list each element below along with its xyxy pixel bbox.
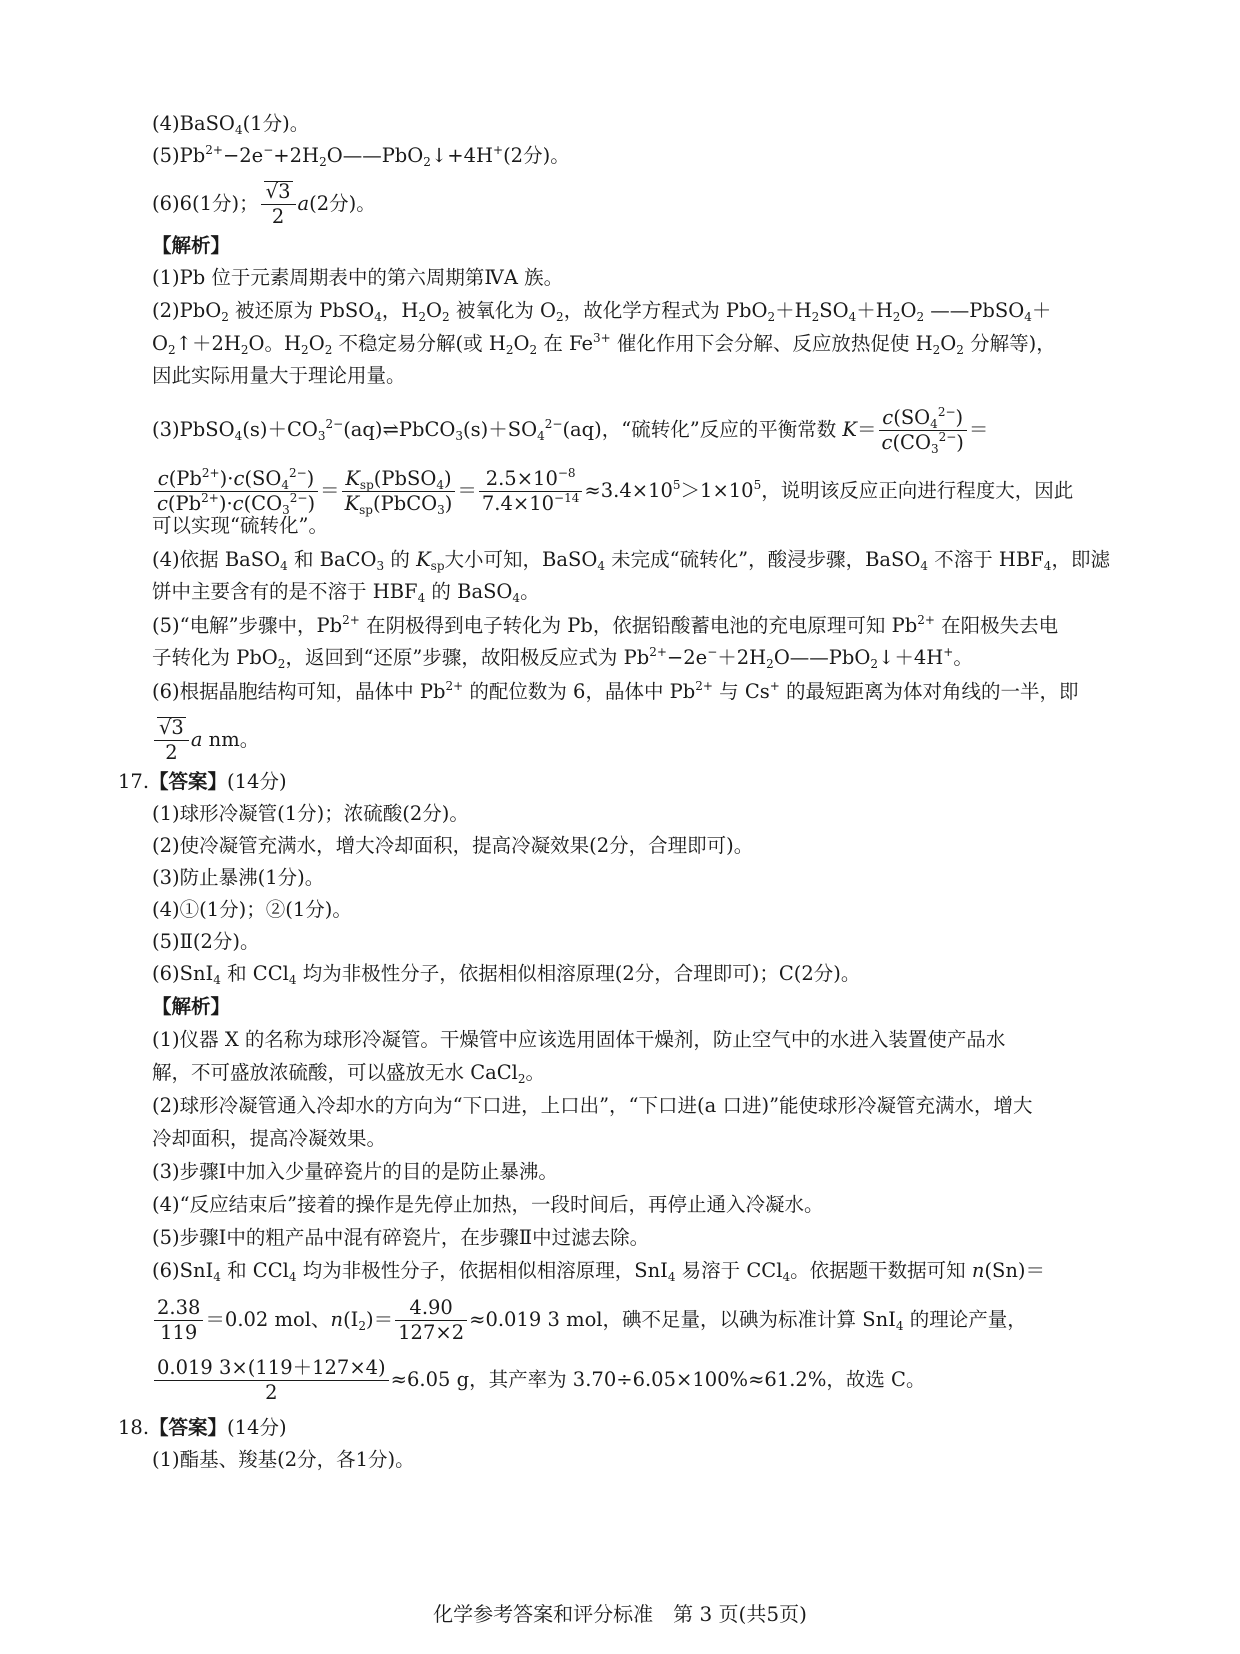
answer-17-5: (5)Ⅱ(2分)。 <box>152 930 260 953</box>
analysis-5-line-1: (5)“电解”步骤中，$Pb^{2+}$ 在阴极得到电子转化为 Pb，依据铅酸蓄电池的充电原理可知 $Pb^{2+}$ 在阳极失去电 <box>152 613 1059 637</box>
analysis-5-line-2: 子转化为 PbO$_2$，返回到“还原”步骤，故阳极反应式为 $Pb^{2+}-2e^-+2H_2O——PbO_2↓+4H^+$。 <box>152 645 973 671</box>
analysis-4-line-1: (4)依据 BaSO$_4$ 和 BaCO$_3$ 的 $K_{sp}$大小可知，BaSO$_4$ 未完成“硫转化”，酸浸步骤，BaSO$_4$ 不溶于 $HBF_4$，即滤 <box>152 548 1110 573</box>
question-17-header: 17.【答案】(14分) <box>118 770 287 793</box>
question-18-header: 18.【答案】(14分) <box>118 1416 287 1439</box>
analysis-17-5: (5)步骤Ⅰ中的粗产品中混有碎瓷片，在步骤Ⅱ中过滤去除。 <box>152 1226 650 1249</box>
analysis-17-1-line-1: (1)仪器 X 的名称为球形冷凝管。干燥管中应该选用固体干燥剂，防止空气中的水进入装置使产品水 <box>152 1028 1006 1051</box>
answer-18-1: (1)酯基、羧基(2分，各1分)。 <box>152 1448 415 1471</box>
analysis-17-4: (4)“反应结束后”接着的操作是先停止加热，一段时间后，再停止通入冷凝水。 <box>152 1193 824 1216</box>
analysis-17-3: (3)步骤Ⅰ中加入少量碎瓷片的目的是防止暴沸。 <box>152 1160 558 1183</box>
analysis-17-1-line-2: 解，不可盛放浓硫酸，可以盛放无水 CaCl$_2$。 <box>152 1061 546 1086</box>
page-footer: 化学参考答案和评分标准 第 3 页(共5页) <box>433 1602 807 1626</box>
analysis-17-6-line-3: $\frac{0.019 3\times(119+127\times 4)}{2}$ ≈6.05 g，其产率为 3.70÷6.05×100%≈61.2%，故选 C。 <box>152 1356 1132 1405</box>
analysis-17-2-line-1: (2)球形冷凝管通入冷却水的方向为“下口进，上口出”，“下口进(a 口进)”能使球形冷凝管充满水，增大 <box>152 1094 1033 1117</box>
analysis-6-line-1: (6)根据晶胞结构可知，晶体中 $Pb^{2+}$ 的配位数为 6，晶体中 $Pb^{2+}$ 与 Cs+ 的最短距离为体对角线的一半，即 <box>152 679 1079 703</box>
analysis-6-line-2: $\frac{√3}{2}$ a nm。 <box>152 716 1132 765</box>
analysis-2-line-2: $O_2↑+2H_2O$。$H_2O_2$ 不稳定易分解(或 $H_2O_2$ 在 $Fe^{3+}$ 催化作用下会分解、反应放热促使 $H_2O_2$ 分解等)， <box>152 331 1056 357</box>
analysis-heading-17: 【解析】 <box>152 995 231 1018</box>
answer-17-6: (6)SnI$_4$ 和 CCl$_4$ 均为非极性分子，依据相似相溶原理(2分，合理即可)；C(2分)。 <box>152 962 861 987</box>
analysis-4-line-2: 饼中主要含有的是不溶于 $HBF_4$ 的 BaSO$_4$。 <box>152 580 540 605</box>
answer-17-1: (1)球形冷凝管(1分)；浓硫酸(2分)。 <box>152 802 469 825</box>
analysis-1: (1)Pb 位于元素周期表中的第六周期第ⅣA 族。 <box>152 266 564 289</box>
answer-line-6: (6)6(1分)； $\frac{√3}{2}$ a(2分)。 <box>152 180 376 228</box>
answer-17-3: (3)防止暴沸(1分)。 <box>152 866 325 889</box>
answer-line-4: (4)BaSO$_4$(1分)。 <box>152 112 310 137</box>
analysis-2-line-1: (2)PbO$_2$ 被还原为 PbSO$_4$，$H_2O_2$ 被氧化为 $O_2$，故化学方程式为 $PbO_2+H_2SO_4+H_2O_2$ ——PbSO$_4$＋ <box>152 299 1052 324</box>
analysis-heading: 【解析】 <box>152 234 231 257</box>
answer-17-4: (4)①(1分)；②(1分)。 <box>152 898 352 921</box>
analysis-3-line-3: 可以实现“硫转化”。 <box>152 514 328 537</box>
analysis-2-line-3: 因此实际用量大于理论用量。 <box>152 364 406 387</box>
analysis-3-line-2: $\frac{c(Pb^{2+})\cdot c(SO_4^{2-})}{c(Pb^{2+})\cdot c(CO_3^{2-})}$ ＝ $\frac{K_{sp}(PbSO_4)}{K_{sp}(PbCO_3)}$ ＝ $\frac{2.5\times 10^{-8}}{7.4\times 10^{-14}}$ $\approx 3.4\times 10^5>1\times 10^5$，说明该反应正向进行程度大，因此 <box>152 467 1132 516</box>
analysis-17-6-line-1: (6)SnI$_4$ 和 CCl$_4$ 均为非极性分子，依据相似相溶原理，SnI$_4$ 易溶于 CCl$_4$。依据题干数据可知 n(Sn)＝ <box>152 1259 1046 1284</box>
analysis-17-6-line-2: $\frac{2.38}{119}$ ＝0.02 mol、$n(I_2)=$ $\frac{4.90}{127\times 2}$ ≈0.019 3 mol，碘不足量，以碘为标准计算 SnI$_4$ 的理论产量， <box>152 1296 1132 1345</box>
analysis-17-2-line-2: 冷却面积，提高冷凝效果。 <box>152 1127 387 1150</box>
answer-line-5: $(5)Pb^{2+}-2e^-+2H_2O——PbO_2↓+4H^+(2$分)。 <box>152 143 570 169</box>
answer-17-2: (2)使冷凝管充满水，增大冷却面积，提高冷凝效果(2分，合理即可)。 <box>152 834 754 857</box>
analysis-3-line-1: $(3)PbSO_4(s)+CO_3^{2-}(aq)\rightleftharpoons PbCO_3(s)+SO_4^{2-}(aq)$，“硫转化”反应的平衡常数 K＝ $\frac{c(SO_4^{2-})}{c(CO_3^{2-})}$ ＝ <box>152 405 989 456</box>
